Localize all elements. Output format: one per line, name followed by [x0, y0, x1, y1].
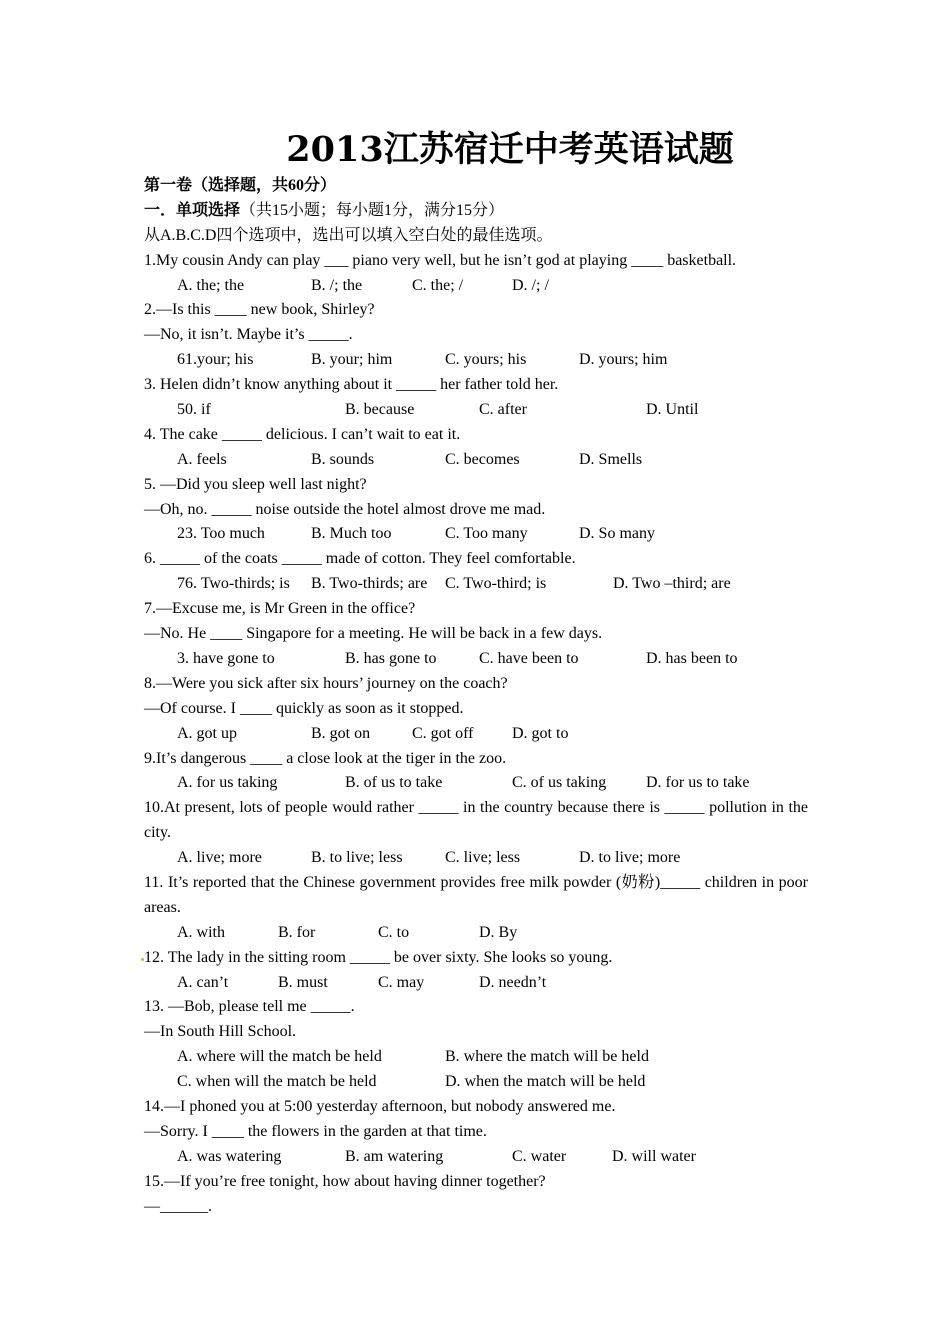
page-title: 2013江苏宿迁中考英语试题 [286, 129, 734, 170]
question-stem: 10.At present, lots of people would rather _____ in the country because there is _____ pollution in the city. [144, 799, 808, 842]
option-a: 61.your; his [177, 351, 254, 369]
options-row [144, 448, 808, 473]
section-heading-note: （共15小题；每小题1分，满分15分） [240, 201, 505, 219]
section-instruction: 从A.B.C.D四个选项中，选出可以填入空白处的最佳选项。 [144, 226, 553, 244]
option-c: C. Two-third; is [445, 575, 547, 593]
question-15 [144, 1170, 808, 1220]
option-d: D. to live; more [579, 849, 681, 867]
option-c: C. of us taking [512, 774, 607, 792]
options-row [144, 572, 808, 597]
option-b: B. sounds [311, 450, 375, 468]
options-row [144, 971, 808, 996]
option-b: B. for [278, 923, 316, 941]
option-a: A. can’t [177, 973, 229, 991]
question-stem: 7.—Excuse me, is Mr Green in the office? [144, 600, 416, 618]
question-dialogue-line: —Oh, no. _____ noise outside the hotel almost drove me mad. [144, 500, 546, 518]
option-d: D. Until [646, 401, 699, 419]
question-11 [144, 871, 808, 946]
question-dialogue-line: —In South Hill School. [144, 1023, 297, 1041]
question-1 [144, 249, 808, 299]
option-a: C. when will the match be held [177, 1073, 377, 1091]
option-c: C. may [378, 973, 425, 991]
question-4 [144, 423, 808, 473]
option-b: B. am watering [345, 1147, 444, 1165]
option-d: D. needn’t [479, 973, 547, 991]
question-stem: 3. Helen didn’t know anything about it _____ her father told her. [144, 376, 559, 394]
option-a: A. feels [177, 450, 227, 468]
option-b: B. because [345, 401, 415, 419]
option-c: C. after [479, 401, 527, 419]
option-b: B. Two-thirds; are [311, 575, 428, 593]
option-a: A. was watering [177, 1147, 282, 1165]
question-dialogue-line: —No. He ____ Singapore for a meeting. He will be back in a few days. [144, 625, 603, 643]
question-5 [144, 473, 808, 548]
options-row [144, 348, 808, 373]
question-6 [144, 547, 808, 597]
question-9 [144, 747, 808, 797]
option-a: A. got up [177, 724, 237, 742]
option-a: 50. if [177, 401, 211, 419]
question-12 [144, 946, 808, 996]
option-d: D. for us to take [646, 774, 750, 792]
option-d: D. So many [579, 525, 655, 543]
question-7 [144, 597, 808, 672]
option-a: 3. have gone to [177, 649, 275, 667]
options-row [144, 274, 808, 299]
option-b: D. when the match will be held [445, 1073, 646, 1091]
option-d: D. Two –third; are [613, 575, 731, 593]
exam-content [144, 174, 808, 1219]
question-3 [144, 373, 808, 423]
options-row [144, 1045, 808, 1070]
question-dialogue-line: —Sorry. I ____ the flowers in the garden at that time. [144, 1122, 487, 1140]
option-d: D. will water [612, 1147, 696, 1165]
option-c: C. the; / [412, 276, 464, 294]
option-a: A. with [177, 923, 225, 941]
section-heading-label: 一．单项选择 [144, 201, 241, 219]
option-b: B. where the match will be held [445, 1048, 649, 1066]
option-b: B. to live; less [311, 849, 403, 867]
options-row [144, 722, 808, 747]
question-stem: 9.It’s dangerous ____ a close look at the tiger in the zoo. [144, 749, 507, 767]
option-b: B. got on [311, 724, 371, 742]
question-stem: 11. It’s reported that the Chinese government provides free milk powder (奶粉)_____ children in poor areas. [144, 873, 808, 916]
question-10 [144, 796, 808, 871]
option-a: 76. Two-thirds; is [177, 575, 290, 593]
options-row [144, 398, 808, 423]
option-b: B. Much too [311, 525, 392, 543]
option-d: D. yours; him [579, 351, 668, 369]
question-14 [144, 1095, 808, 1170]
question-stem: 6. _____ of the coats _____ made of cotton. They feel comfortable. [144, 550, 576, 568]
option-a: A. live; more [177, 849, 262, 867]
option-b: B. of us to take [345, 774, 443, 792]
option-a: A. the; the [177, 276, 245, 294]
option-c: C. water [512, 1147, 567, 1165]
option-c: C. Too many [445, 525, 528, 543]
option-b: B. /; the [311, 276, 363, 294]
question-13 [144, 995, 808, 1095]
option-c: C. have been to [479, 649, 579, 667]
options-row [144, 522, 808, 547]
question-stem: 5. —Did you sleep well last night? [144, 475, 367, 493]
part-title: 第一卷（选择题，共60分） [144, 177, 337, 194]
options-row [144, 1145, 808, 1170]
option-c: C. to [378, 923, 410, 941]
option-d: D. By [479, 923, 518, 941]
option-b: B. your; him [311, 351, 393, 369]
option-d: D. has been to [646, 649, 738, 667]
question-stem: 8.—Were you sick after six hours’ journey on the coach? [144, 674, 508, 692]
option-a: A. where will the match be held [177, 1048, 382, 1066]
option-d: D. /; / [512, 276, 549, 294]
option-c: C. live; less [445, 849, 521, 867]
question-stem: 13. —Bob, please tell me _____. [144, 998, 355, 1016]
question-stem: 12. The lady in the sitting room _____ be over sixty. She looks so young. [144, 946, 808, 971]
question-8 [144, 672, 808, 747]
option-b: B. has gone to [345, 649, 437, 667]
question-stem: 15.—If you’re free tonight, how about having dinner together? [144, 1172, 546, 1190]
option-d: D. Smells [579, 450, 643, 468]
option-c: C. yours; his [445, 351, 527, 369]
options-row [144, 846, 808, 871]
options-row [144, 771, 808, 796]
option-b: B. must [278, 973, 328, 991]
option-a: 23. Too much [177, 525, 265, 543]
question-2 [144, 298, 808, 373]
margin-mark [141, 958, 144, 961]
options-row [144, 647, 808, 672]
question-stem: 1.My cousin Andy can play ___ piano very well, but he isn’t god at playing ____ basketball. [144, 251, 737, 269]
question-dialogue-line: —No, it isn’t. Maybe it’s _____. [144, 326, 353, 344]
question-stem: 2.—Is this ____ new book, Shirley? [144, 301, 375, 319]
question-stem: 14.—I phoned you at 5:00 yesterday afternoon, but nobody answered me. [144, 1098, 616, 1116]
question-list [144, 249, 808, 1220]
question-dialogue-line: —______. [144, 1197, 212, 1215]
option-a: A. for us taking [177, 774, 278, 792]
section-heading [144, 199, 808, 224]
question-stem: 4. The cake _____ delicious. I can’t wait to eat it. [144, 425, 461, 443]
options-row [144, 921, 808, 946]
option-d: D. got to [512, 724, 569, 742]
options-row [144, 1070, 808, 1095]
option-c: C. got off [412, 724, 474, 742]
option-c: C. becomes [445, 450, 520, 468]
question-dialogue-line: —Of course. I ____ quickly as soon as it stopped. [144, 699, 464, 717]
